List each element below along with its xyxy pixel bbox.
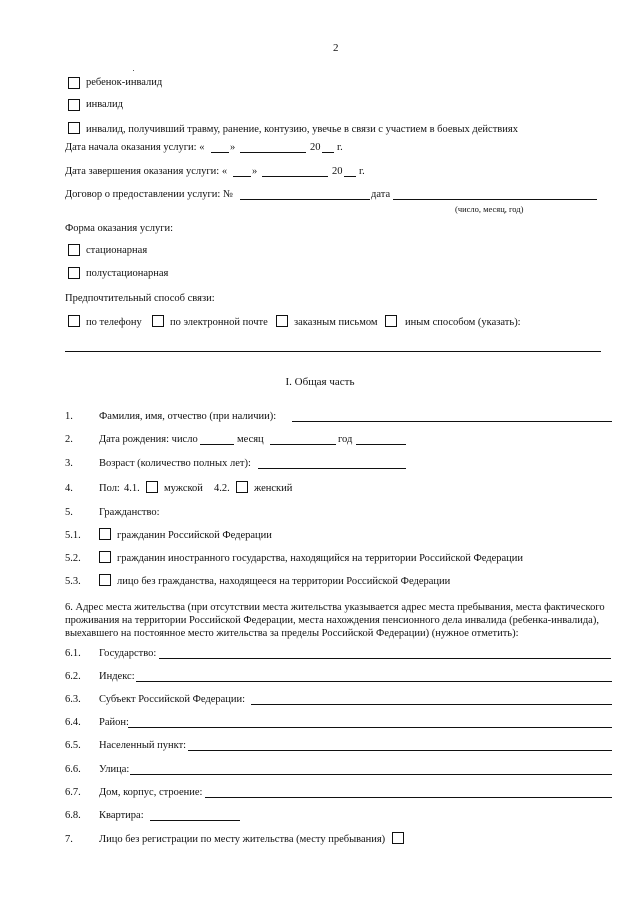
street-field[interactable] — [130, 774, 612, 775]
item-number: 6.8. — [65, 810, 81, 821]
full-name-label: Фамилия, имя, отчество (при наличии): — [99, 411, 277, 422]
checkbox-child-disabled[interactable] — [68, 77, 80, 89]
item-number: 6.4. — [65, 717, 81, 728]
sex-option-number: 4.1. — [124, 483, 140, 494]
contract-date-hint: (число, месяц, год) — [455, 204, 524, 214]
postal-code-label: Индекс: — [99, 671, 135, 682]
contract-label: Договор о предоставлении услуги: № — [65, 189, 233, 200]
checkbox-label: по телефону — [86, 317, 142, 328]
contact-other-field[interactable] — [65, 351, 601, 352]
item-number: 6.3. — [65, 694, 81, 705]
service-end-label: Дата завершения оказания услуги: « — [65, 166, 228, 177]
region-field[interactable] — [251, 704, 612, 705]
item-number: 6.1. — [65, 648, 81, 659]
apartment-label: Квартира: — [99, 810, 144, 821]
checkbox-label: ребенок-инвалид — [86, 77, 163, 88]
checkbox-label: гражданин Российской Федерации — [117, 530, 272, 541]
quote-close: » — [252, 166, 258, 177]
birth-date-label: Дата рождения: число — [99, 434, 198, 445]
year-suffix: г. — [337, 142, 343, 153]
district-label: Район: — [99, 717, 129, 728]
service-start-month-field[interactable] — [240, 152, 306, 153]
checkbox-label: женский — [254, 483, 293, 494]
checkbox-no-registration[interactable] — [392, 832, 404, 844]
service-end-day-field[interactable] — [233, 176, 251, 177]
full-name-field[interactable] — [292, 421, 612, 422]
scan-speck — [133, 70, 134, 71]
address-intro-line: 6. Адрес места жительства (при отсутствии места жительства указывается адрес места пребывания, места фактического — [65, 602, 605, 613]
item-number: 2. — [65, 434, 73, 445]
checkbox-stateless[interactable] — [99, 574, 111, 586]
service-start-day-field[interactable] — [211, 152, 229, 153]
quote-close: » — [230, 142, 236, 153]
street-label: Улица: — [99, 764, 130, 775]
checkbox-label: инвалид, получивший травму, ранение, контузию, увечье в связи с участием в боевых действиях — [86, 124, 518, 135]
checkbox-contact-other[interactable] — [385, 315, 397, 327]
contract-date-label: дата — [371, 189, 391, 200]
contract-number-field[interactable] — [240, 199, 370, 200]
checkbox-female[interactable] — [236, 481, 248, 493]
birth-day-field[interactable] — [200, 444, 234, 445]
birth-year-label: год — [338, 434, 353, 445]
service-end-month-field[interactable] — [262, 176, 328, 177]
checkbox-label: по электронной почте — [170, 317, 268, 328]
section-title: I. Общая часть — [285, 376, 355, 388]
checkbox-combat-disabled[interactable] — [68, 122, 80, 134]
sex-label: Пол: — [99, 483, 120, 494]
checkbox-label: мужской — [164, 483, 203, 494]
age-label: Возраст (количество полных лет): — [99, 458, 251, 469]
item-number: 4. — [65, 483, 73, 494]
item-number: 3. — [65, 458, 73, 469]
item-number: 5.1. — [65, 530, 81, 541]
year-prefix: 20 — [310, 142, 321, 153]
item-number: 6.2. — [65, 671, 81, 682]
checkbox-label: заказным письмом — [294, 317, 378, 328]
checkbox-label: стационарная — [86, 245, 148, 256]
region-label: Субъект Российской Федерации: — [99, 694, 246, 705]
item-number: 5.3. — [65, 576, 81, 587]
apartment-field[interactable] — [150, 820, 240, 821]
age-field[interactable] — [258, 468, 406, 469]
checkbox-label: полустационарная — [86, 268, 169, 279]
service-end-year-field[interactable] — [344, 176, 356, 177]
service-start-label: Дата начала оказания услуги: « — [65, 142, 205, 153]
item-number: 5. — [65, 507, 73, 518]
year-suffix: г. — [359, 166, 365, 177]
year-prefix: 20 — [332, 166, 343, 177]
postal-code-field[interactable] — [136, 681, 612, 682]
address-intro-line: выехавшего на постоянное место жительства за пределы Российской Федерации) (нужное отметить): — [65, 628, 519, 639]
checkbox-contact-email[interactable] — [152, 315, 164, 327]
item-number: 6.7. — [65, 787, 81, 798]
service-form-label: Форма оказания услуги: — [65, 223, 174, 234]
checkbox-label: гражданин иностранного государства, находящийся на территории Российской Федерации — [117, 553, 524, 564]
country-field[interactable] — [159, 658, 611, 659]
birth-month-label: месяц — [237, 434, 264, 445]
sex-option-number: 4.2. — [214, 483, 230, 494]
service-start-year-field[interactable] — [322, 152, 334, 153]
district-field[interactable] — [128, 727, 612, 728]
address-intro-line: проживания на территории Российской Федерации, места нахождения пенсионного дела инвалида (ребенка-инвалида), — [65, 615, 599, 626]
item-number: 7. — [65, 834, 73, 845]
citizenship-label: Гражданство: — [99, 507, 160, 518]
checkbox-semi-inpatient[interactable] — [68, 267, 80, 279]
birth-year-field[interactable] — [356, 444, 406, 445]
page-number: 2 — [333, 42, 339, 54]
birth-month-field[interactable] — [270, 444, 336, 445]
checkbox-label: лицо без гражданства, находящееся на территории Российской Федерации — [117, 576, 451, 587]
checkbox-citizen-rf[interactable] — [99, 528, 111, 540]
checkbox-contact-mail[interactable] — [276, 315, 288, 327]
checkbox-inpatient[interactable] — [68, 244, 80, 256]
checkbox-contact-phone[interactable] — [68, 315, 80, 327]
locality-label: Населенный пункт: — [99, 740, 187, 751]
item-number: 5.2. — [65, 553, 81, 564]
contact-label: Предпочтительный способ связи: — [65, 293, 215, 304]
house-field[interactable] — [205, 797, 612, 798]
item-number: 6.5. — [65, 740, 81, 751]
checkbox-disabled[interactable] — [68, 99, 80, 111]
country-label: Государство: — [99, 648, 157, 659]
house-label: Дом, корпус, строение: — [99, 787, 203, 798]
item-number: 6.6. — [65, 764, 81, 775]
no-registration-label: Лицо без регистрации по месту жительства (месту пребывания) — [99, 834, 386, 845]
checkbox-foreign-citizen[interactable] — [99, 551, 111, 563]
item-number: 1. — [65, 411, 73, 422]
contract-date-field[interactable] — [393, 199, 597, 200]
locality-field[interactable] — [188, 750, 612, 751]
checkbox-male[interactable] — [146, 481, 158, 493]
checkbox-label: инвалид — [86, 99, 124, 110]
checkbox-label: иным способом (указать): — [405, 317, 521, 328]
